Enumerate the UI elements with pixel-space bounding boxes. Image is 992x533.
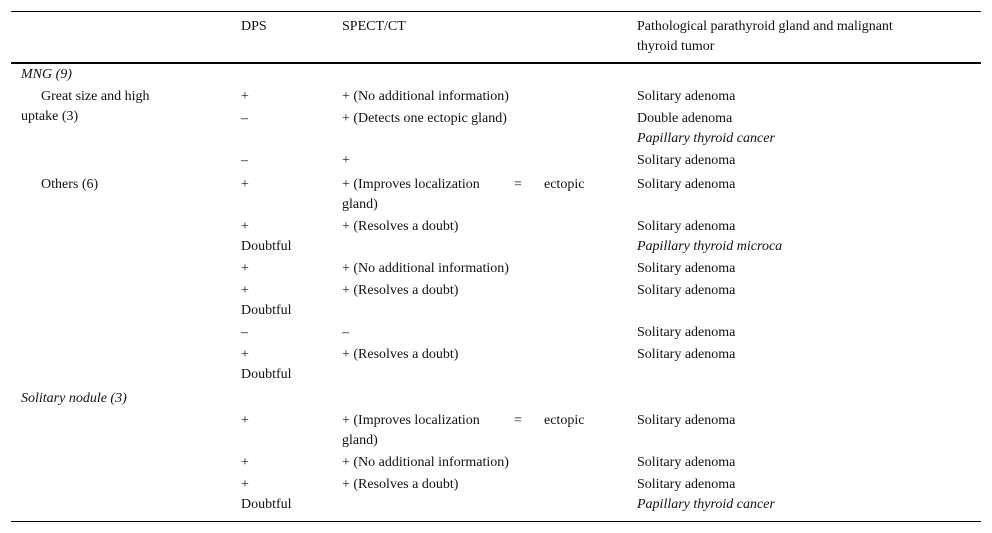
cell-dps: +	[241, 89, 249, 104]
cell-patho: Solitary adenoma	[637, 177, 736, 192]
cell-spect-c: gland)	[342, 197, 378, 212]
cell-dps: +	[241, 261, 249, 276]
cell-spect: + (Detects one ectopic gland)	[342, 111, 507, 126]
group-great-line2: uptake (3)	[21, 109, 79, 124]
cell-dps: –	[241, 111, 248, 126]
cell-spect: + (Resolves a doubt)	[342, 283, 459, 298]
header-patho-line1: Pathological parathyroid gland and malignant	[637, 19, 893, 34]
cell-patho: Solitary adenoma	[637, 219, 736, 234]
cell-spect: +	[342, 153, 350, 168]
cell-spect: –	[342, 325, 349, 340]
cell-patho: Solitary adenoma	[637, 89, 736, 104]
cell-spect-eq: =	[514, 177, 522, 192]
cell-spect: + (No additional information)	[342, 261, 509, 276]
cell-dps: –	[241, 325, 248, 340]
header-dps: DPS	[241, 19, 267, 34]
header-spect: SPECT/CT	[342, 19, 406, 34]
cell-dps: +	[241, 347, 249, 362]
cell-patho: Double adenoma	[637, 111, 733, 126]
cell-patho: Solitary adenoma	[637, 347, 736, 362]
cell-patho: Solitary adenoma	[637, 477, 736, 492]
cell-patho: Solitary adenoma	[637, 413, 736, 428]
cell-patho: Solitary adenoma	[637, 325, 736, 340]
table-top-rule	[11, 11, 981, 12]
cell-patho-tumor: Papillary thyroid cancer	[637, 131, 775, 146]
cell-dps: –	[241, 153, 248, 168]
cell-dps-note: Doubtful	[241, 239, 292, 254]
cell-dps: +	[241, 413, 249, 428]
cell-patho: Solitary adenoma	[637, 455, 736, 470]
cell-spect: + (Resolves a doubt)	[342, 347, 459, 362]
cell-spect: + (Resolves a doubt)	[342, 219, 459, 234]
cell-spect-b: ectopic	[544, 177, 585, 192]
cell-dps: +	[241, 283, 249, 298]
header-rule	[11, 62, 981, 64]
table-bottom-rule	[11, 521, 981, 522]
cell-spect-eq: =	[514, 413, 522, 428]
group-others: Others (6)	[41, 177, 99, 192]
cell-patho-tumor: Papillary thyroid microca	[637, 239, 783, 254]
cell-dps: +	[241, 219, 249, 234]
cell-dps-note: Doubtful	[241, 497, 292, 512]
cell-spect-a: + (Improves localization	[342, 413, 480, 428]
cell-dps: +	[241, 177, 249, 192]
cell-patho-tumor: Papillary thyroid cancer	[637, 497, 775, 512]
cell-spect-c: gland)	[342, 433, 378, 448]
cell-spect: + (Resolves a doubt)	[342, 477, 459, 492]
group-great-line1: Great size and high	[41, 89, 150, 104]
cell-dps-note: Doubtful	[241, 303, 292, 318]
cell-patho: Solitary adenoma	[637, 283, 736, 298]
group-mng: MNG (9)	[21, 67, 72, 82]
cell-spect: + (No additional information)	[342, 455, 509, 470]
cell-dps-note: Doubtful	[241, 367, 292, 382]
cell-patho: Solitary adenoma	[637, 261, 736, 276]
group-solitary: Solitary nodule (3)	[21, 391, 127, 406]
cell-dps: +	[241, 477, 249, 492]
cell-dps: +	[241, 455, 249, 470]
header-patho-line2: thyroid tumor	[637, 39, 715, 54]
cell-spect: + (No additional information)	[342, 89, 509, 104]
cell-patho: Solitary adenoma	[637, 153, 736, 168]
cell-spect-b: ectopic	[544, 413, 585, 428]
cell-spect-a: + (Improves localization	[342, 177, 480, 192]
